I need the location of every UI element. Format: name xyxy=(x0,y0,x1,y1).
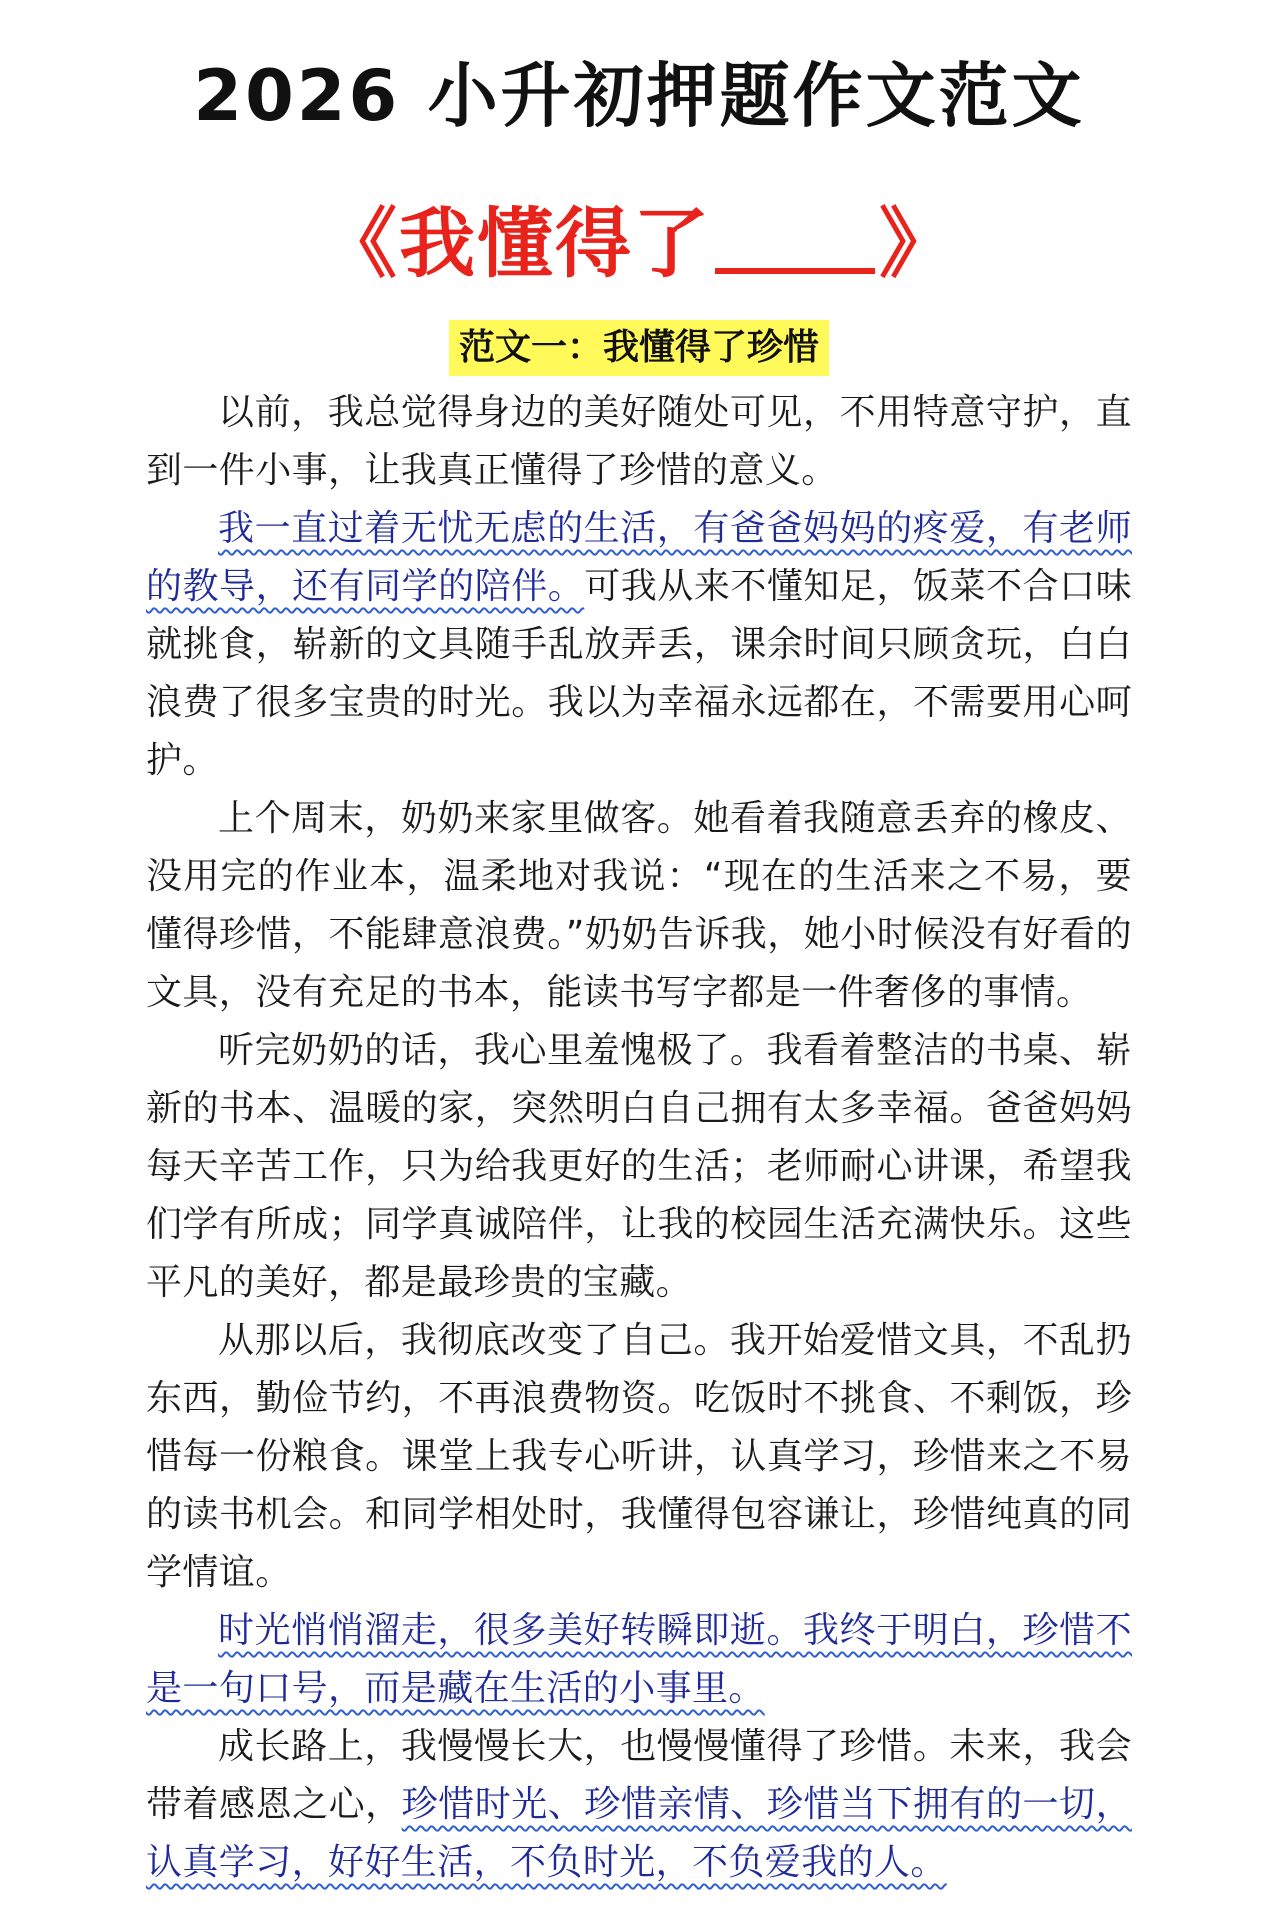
paragraph-2-highlight: 我一直过着无忧无虑的生活，有爸爸妈妈的疼爱，有老师的教导，还有同学的陪伴。 xyxy=(146,508,1132,607)
paragraph-3 xyxy=(146,790,1132,1022)
paragraph-7 xyxy=(146,1718,1132,1892)
fill-in-blank-line xyxy=(715,208,875,274)
paragraph-4 xyxy=(146,1022,1132,1312)
paragraph-2-text: 可我从来不懂知足，饭菜不合口味就挑食，崭新的文具随手乱放弄丢，课余时间只顾贪玩，白白浪费了很多宝贵的时光。我以为幸福永远都在，不需要用心呵护。 xyxy=(146,566,1132,781)
paragraph-4-text: 听完奶奶的话，我心里羞愧极了。我看着整洁的书桌、崭新的书本、温暖的家，突然明白自己拥有太多幸福。爸爸妈妈每天辛苦工作，只为给我更好的生活；老师耐心讲课，希望我们学有所成；同学真诚陪伴，让我的校园生活充满快乐。这些平凡的美好，都是最珍贵的宝藏。 xyxy=(146,1030,1132,1303)
paragraph-2 xyxy=(146,500,1132,790)
paragraph-5-text: 从那以后，我彻底改变了自己。我开始爱惜文具，不乱扔东西，勤俭节约，不再浪费物资。吃饭时不挑食、不剩饭，珍惜每一份粮食。课堂上我专心听讲，认真学习，珍惜来之不易的读书机会。和同学相处时，我懂得包容谦让，珍惜纯真的同学情谊。 xyxy=(146,1320,1132,1593)
essay-topic-suffix: 》 xyxy=(879,199,957,288)
paragraph-6 xyxy=(146,1602,1132,1718)
document-title: 2026 小升初押题作文范文 xyxy=(193,55,1085,137)
section-heading-wrap xyxy=(146,320,1132,380)
paragraph-7-text: 成长路上，我慢慢长大，也慢慢懂得了珍惜。未来，我会带着感恩之心， xyxy=(146,1726,1132,1825)
paragraph-3-text: 上个周末，奶奶来家里做客。她看着我随意丢弃的橡皮、没用完的作业本，温柔地对我说：“现在的生活来之不易，要懂得珍惜，不能肆意浪费。”奶奶告诉我，她小时候没有好看的文具，没有充足的书本，能读书写字都是一件奢侈的事情。 xyxy=(146,798,1132,1013)
paragraph-1 xyxy=(146,384,1132,500)
essay-topic-title xyxy=(146,196,1132,292)
paragraph-6-highlight: 时光悄悄溜走，很多美好转瞬即逝。我终于明白，珍惜不是一句口号，而是藏在生活的小事里。 xyxy=(146,1610,1132,1709)
paragraph-7-highlight: 珍惜时光、珍惜亲情、珍惜当下拥有的一切，认真学习，好好生活，不负时光，不负爱我的人。 xyxy=(146,1784,1132,1883)
paragraph-5 xyxy=(146,1312,1132,1602)
essay-body xyxy=(146,384,1132,1892)
paragraph-1-text: 以前，我总觉得身边的美好随处可见，不用特意守护，直到一件小事，让我真正懂得了珍惜的意义。 xyxy=(146,392,1132,491)
section-heading: 范文一：我懂得了珍惜 xyxy=(449,320,829,376)
essay-topic-prefix: 《我懂得了 xyxy=(321,199,711,288)
